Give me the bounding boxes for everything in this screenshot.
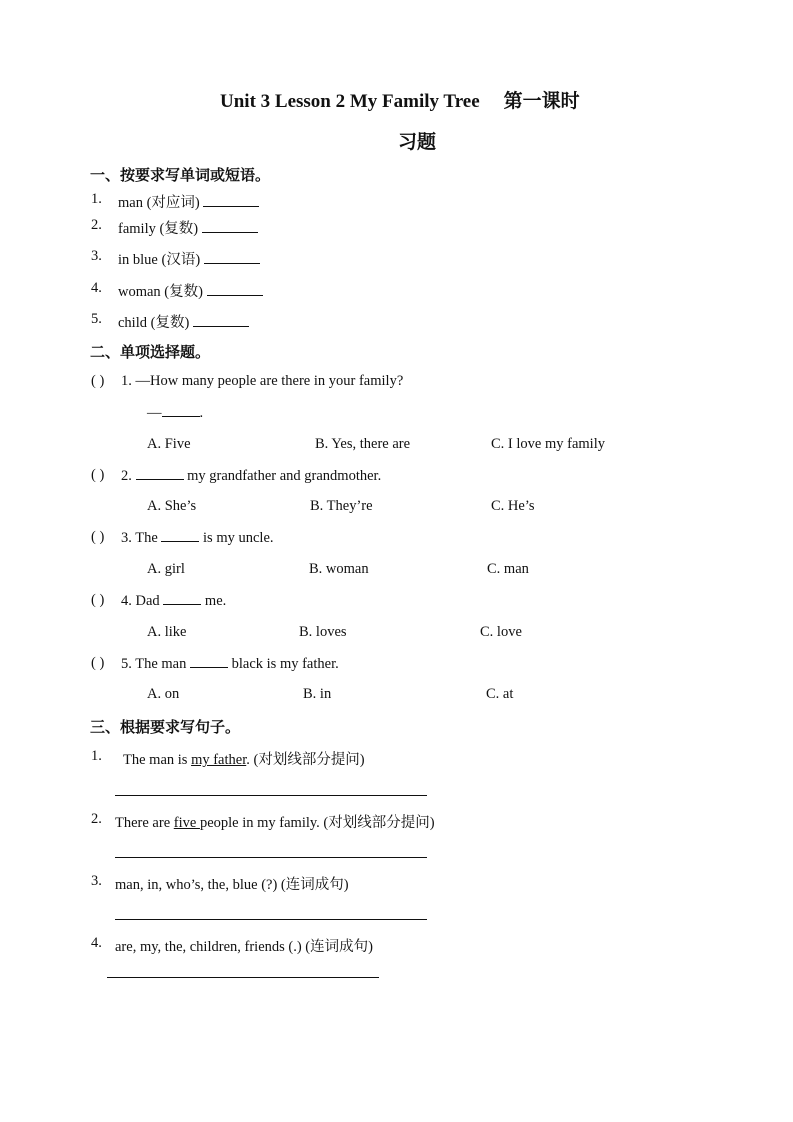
answer-bracket[interactable]: ( ) [91, 592, 105, 608]
question-3 [91, 529, 274, 546]
answer-bracket[interactable]: ( ) [91, 655, 105, 671]
option-c[interactable]: C. love [480, 624, 522, 640]
question-stem-post: me. [204, 593, 227, 609]
option-b[interactable]: B. loves [299, 624, 347, 640]
option-a[interactable]: A. Five [147, 436, 191, 452]
answer-blank[interactable] [162, 404, 200, 417]
s3-item-4 [91, 935, 373, 955]
answer-line[interactable] [115, 795, 427, 796]
answer-blank[interactable] [136, 467, 184, 480]
answer-blank[interactable] [202, 220, 258, 233]
option-a[interactable]: A. like [147, 624, 187, 640]
s3-item-3 [91, 873, 349, 893]
answer-blank[interactable] [207, 283, 263, 296]
question-2 [91, 467, 382, 484]
option-b[interactable]: B. woman [309, 561, 369, 577]
s1-item-num: 5. [91, 311, 102, 327]
option-c[interactable]: C. man [487, 561, 529, 577]
s1-item-text: man (对应词) [118, 195, 200, 211]
option-a[interactable]: A. She’s [147, 498, 197, 514]
option-a[interactable]: A. on [147, 686, 180, 702]
sentence-pre: The man is [123, 752, 192, 768]
option-c[interactable]: C. at [486, 686, 514, 702]
s3-item-num: 1. [91, 748, 102, 764]
answer-line[interactable] [107, 977, 379, 978]
s1-item-num: 1. [91, 191, 102, 207]
sentence-post: . (对划线部分提问) [246, 752, 365, 768]
answer-blank[interactable] [163, 592, 201, 605]
s1-item-text: family (复数) [118, 221, 199, 237]
page-title [220, 86, 580, 113]
sentence-pre: There are [115, 815, 174, 831]
question-stem-pre: 4. Dad [121, 593, 160, 609]
s1-item-3 [91, 248, 201, 268]
answer-blank[interactable] [204, 251, 260, 264]
title-en: Unit 3 Lesson 2 My Family Tree [220, 91, 480, 112]
question-1-reply [147, 404, 203, 422]
question-1 [91, 373, 404, 390]
sentence-post: people in my family. (对划线部分提问) [199, 815, 435, 831]
section1-heading: 一、按要求写单词或短语。 [90, 168, 271, 184]
section2-heading: 二、单项选择题。 [90, 345, 211, 361]
s1-item-num: 2. [91, 217, 102, 233]
question-5 [91, 655, 339, 672]
question-4 [91, 592, 227, 609]
question-stem-pre: 5. The man [121, 656, 187, 672]
answer-bracket[interactable]: ( ) [91, 529, 105, 545]
answer-blank[interactable] [190, 655, 228, 668]
option-a[interactable]: A. girl [147, 561, 185, 577]
option-b[interactable]: B. They’re [310, 498, 373, 514]
sentence-pre: are, my, the, children, friends (.) (连词成句) [115, 939, 373, 955]
answer-blank[interactable] [161, 529, 199, 542]
s1-item-num: 4. [91, 280, 102, 296]
answer-bracket[interactable]: ( ) [91, 373, 105, 389]
s1-item-1 [91, 191, 200, 211]
s3-item-num: 4. [91, 935, 102, 951]
page-subtitle: 习题 [398, 132, 437, 153]
s1-item-5 [91, 311, 190, 331]
s1-item-text: woman (复数) [118, 284, 203, 300]
option-c[interactable]: C. I love my family [491, 436, 605, 452]
question-stem-pre: 2. [121, 468, 132, 484]
s3-item-1 [91, 748, 365, 768]
s3-item-num: 3. [91, 873, 102, 889]
s1-item-2 [91, 217, 199, 237]
question-stem-pre: 3. The [121, 530, 158, 546]
option-c[interactable]: C. He’s [491, 498, 535, 514]
answer-blank[interactable] [193, 314, 249, 327]
answer-line[interactable] [115, 857, 427, 858]
question-stem: 1. —How many people are there in your family? [121, 373, 404, 389]
section3-heading: 三、根据要求写句子。 [90, 720, 241, 736]
s1-item-num: 3. [91, 248, 102, 264]
underlined-part: five [173, 815, 200, 831]
option-b[interactable]: B. in [303, 686, 332, 702]
question-stem-post: is my uncle. [203, 530, 274, 546]
sentence-pre: man, in, who’s, the, blue (?) (连词成句) [115, 877, 349, 893]
answer-blank[interactable] [203, 194, 259, 207]
s3-item-2 [91, 811, 435, 831]
answer-line[interactable] [115, 919, 427, 920]
s3-item-num: 2. [91, 811, 102, 827]
s1-item-text: child (复数) [118, 315, 190, 331]
question-stem-post: black is my father. [231, 656, 339, 672]
s1-item-4 [91, 280, 203, 300]
reply-end: . [199, 405, 204, 421]
question-stem-post: my grandfather and grandmother. [187, 468, 382, 484]
s1-item-text: in blue (汉语) [118, 252, 201, 268]
option-b[interactable]: B. Yes, there are [315, 436, 411, 452]
underlined-part: my father [191, 752, 247, 768]
title-cn: 第一课时 [503, 91, 580, 112]
reply-dash: — [147, 405, 162, 421]
answer-bracket[interactable]: ( ) [91, 467, 105, 483]
